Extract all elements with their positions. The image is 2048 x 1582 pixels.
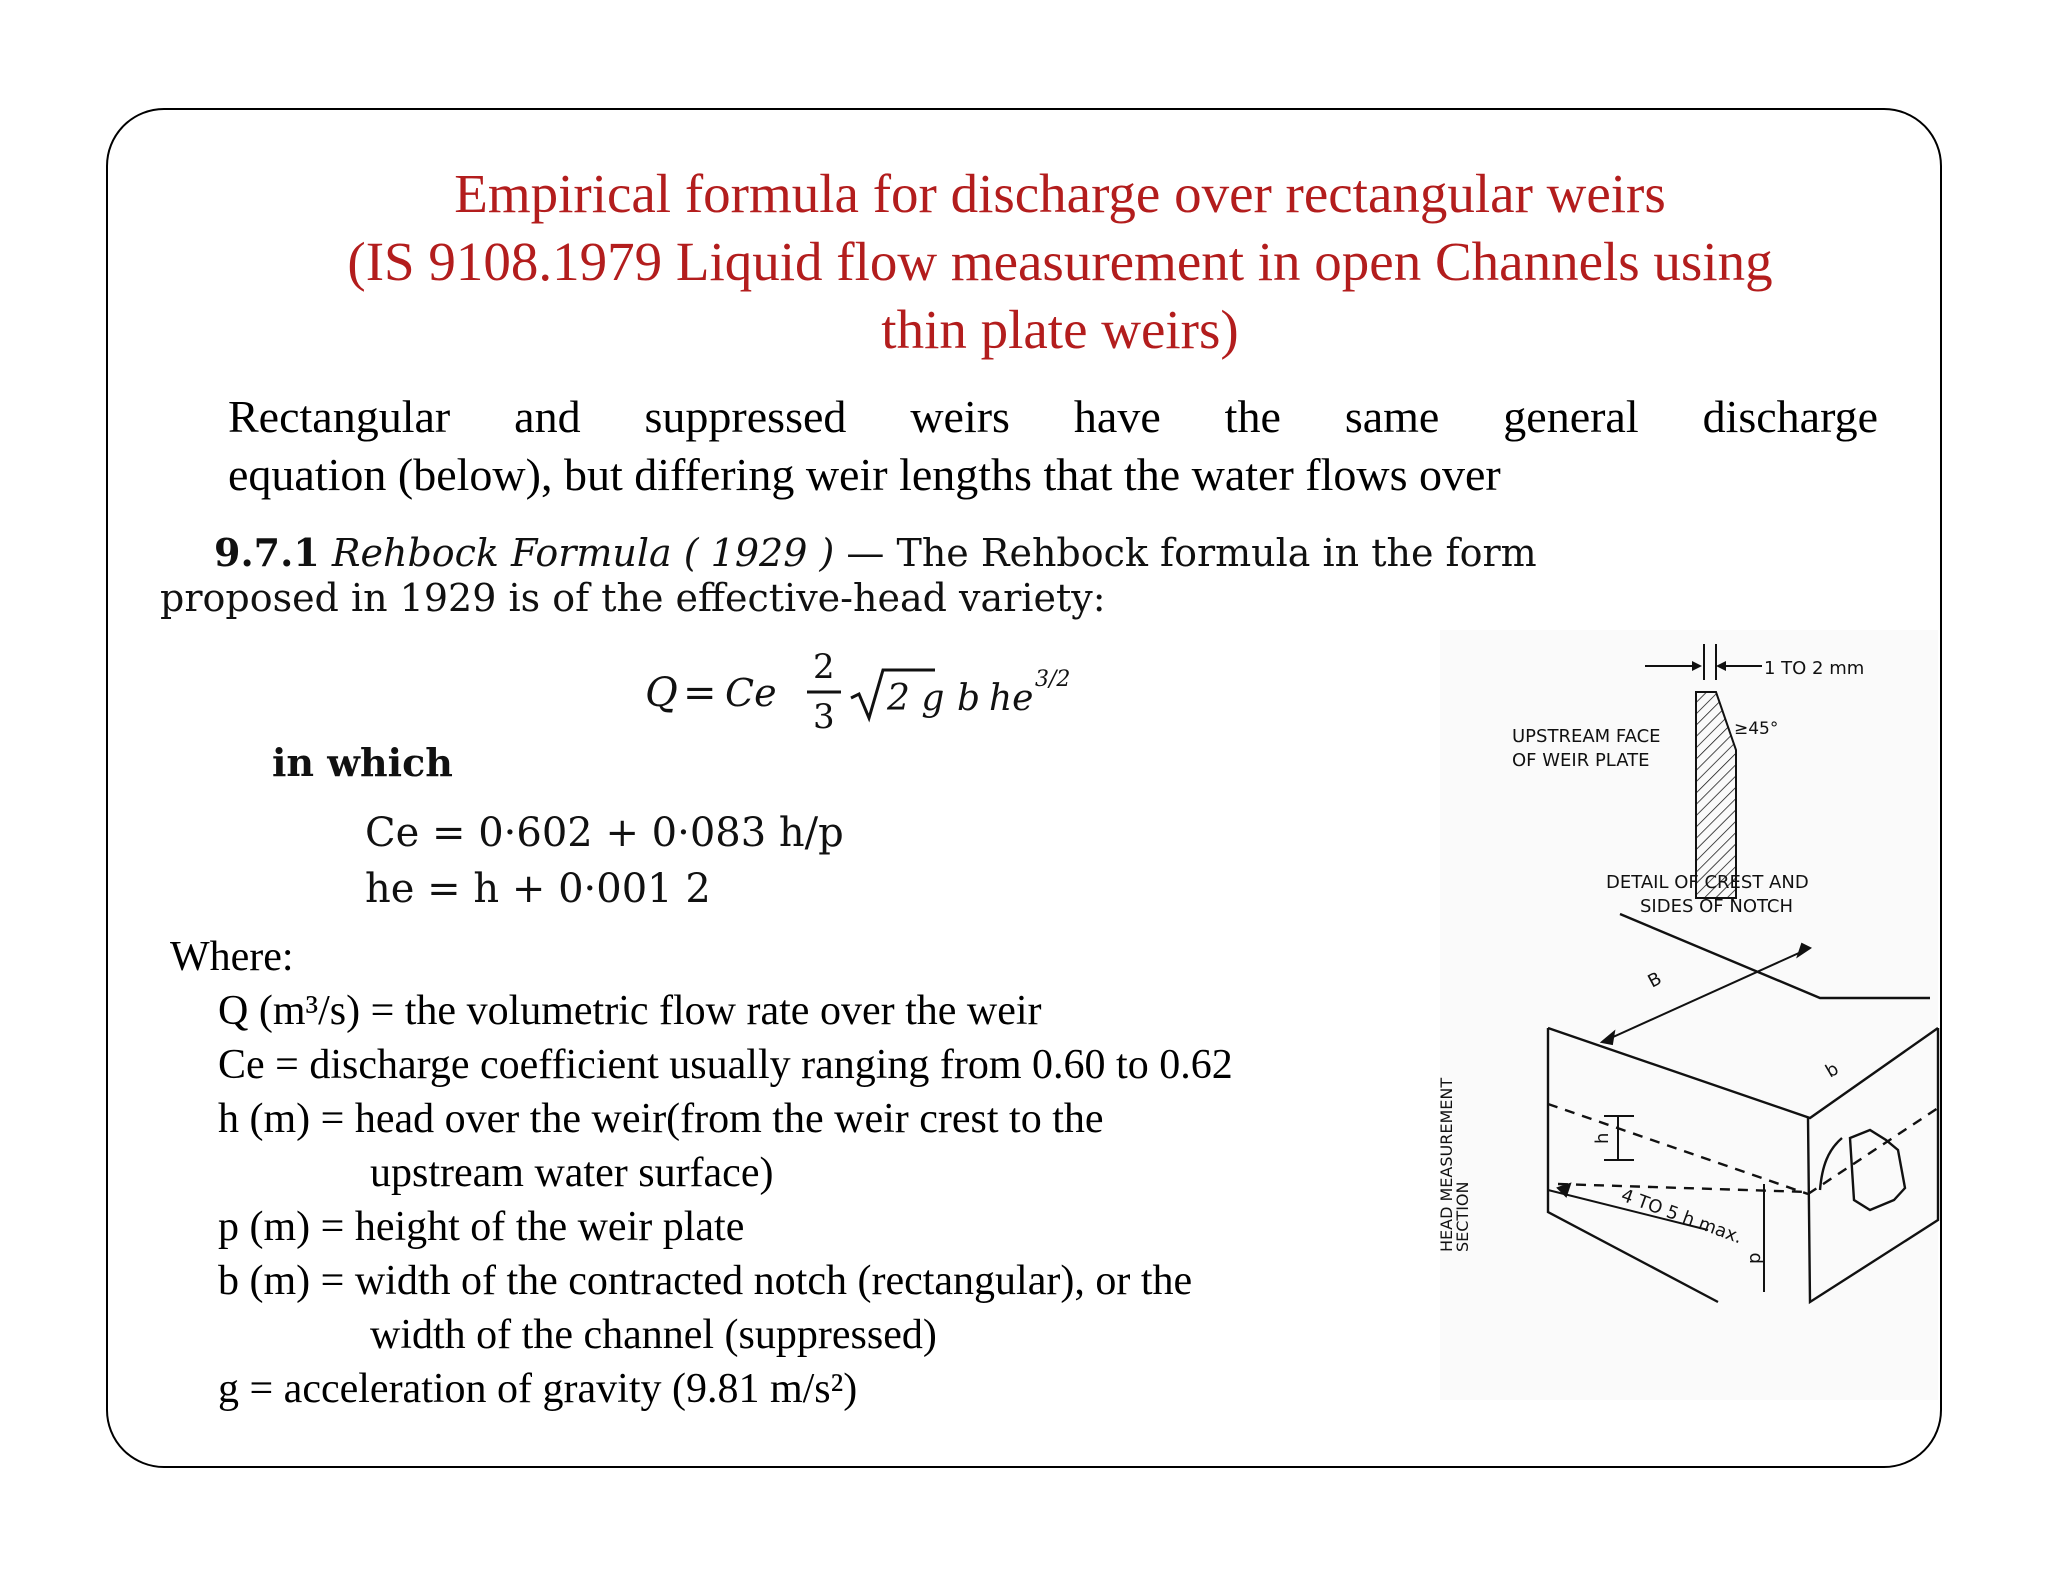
formula-he: he bbox=[989, 678, 1034, 719]
head-section-label-1: HEAD MEASUREMENT bbox=[1437, 1077, 1456, 1252]
upstream-label-1: UPSTREAM FACE bbox=[1512, 726, 1661, 747]
weir-plate-section bbox=[1696, 692, 1736, 898]
channel-perspective bbox=[1548, 914, 1938, 1302]
label-B: B bbox=[1644, 968, 1666, 993]
head-section-label-2: SECTION bbox=[1453, 1181, 1472, 1252]
formula-exponent: 3/2 bbox=[1035, 667, 1071, 692]
he-formula: he = h + 0·001 2 bbox=[365, 866, 711, 912]
standard-excerpt bbox=[160, 520, 1660, 940]
clause-heading bbox=[214, 530, 1537, 575]
distance-label: 4 TO 5 h max. bbox=[1618, 1184, 1746, 1249]
formula-lhs: Q bbox=[645, 670, 678, 716]
upstream-label-2: OF WEIR PLATE bbox=[1512, 750, 1650, 771]
crest-detail bbox=[1512, 644, 1864, 917]
formula-frac-den: 3 bbox=[813, 697, 835, 737]
ce-formula: Ce = 0·602 + 0·083 h/p bbox=[365, 810, 844, 856]
definition-b-continued: width of the channel (suppressed) bbox=[370, 1312, 937, 1358]
title-line-2: (IS 9108.1979 Liquid flow measurement in open Channels using bbox=[347, 231, 1773, 292]
formula-equals: = bbox=[683, 670, 717, 716]
intro-line-2: equation (below), but differing weir lengths that the water flows over bbox=[228, 449, 1501, 500]
angle-label: ≥45° bbox=[1734, 719, 1779, 739]
clause-text-b: proposed in 1929 is of the effective-head variety: bbox=[160, 576, 1106, 620]
intro-paragraph bbox=[228, 388, 1878, 504]
definition-ce: Ce = discharge coefficient usually ranging from 0.60 to 0.62 bbox=[218, 1042, 1233, 1088]
formula-sqrt-content: 2 g bbox=[887, 678, 945, 719]
definition-q: Q (m³/s) = the volumetric flow rate over the weir bbox=[218, 988, 1042, 1034]
rehbock-formula bbox=[645, 630, 1085, 740]
in-which-label: in which bbox=[272, 740, 453, 785]
definition-p: p (m) = height of the weir plate bbox=[218, 1204, 745, 1250]
clause-title: Rehbock Formula bbox=[331, 531, 672, 575]
title-line-1: Empirical formula for discharge over rectangular weirs bbox=[454, 163, 1666, 224]
definition-h: h (m) = head over the weir(from the weir crest to the bbox=[218, 1096, 1104, 1142]
where-title: Where: bbox=[170, 934, 294, 980]
intro-line-1: Rectangular and suppressed weirs have the same general discharge bbox=[228, 391, 1878, 442]
definition-h-continued: upstream water surface) bbox=[370, 1150, 774, 1196]
formula-coef: Ce bbox=[725, 671, 777, 715]
dim-label: 1 TO 2 mm bbox=[1764, 658, 1865, 679]
definition-g: g = acceleration of gravity (9.81 m/s²) bbox=[218, 1366, 858, 1412]
clause-year: ( 1929 ) bbox=[683, 531, 835, 575]
formula-frac-num: 2 bbox=[813, 647, 835, 687]
definition-b: b (m) = width of the contracted notch (rectangular), or the bbox=[218, 1258, 1193, 1304]
detail-label-1: DETAIL OF CREST AND bbox=[1606, 872, 1809, 893]
detail-label-2: SIDES OF NOTCH bbox=[1640, 896, 1794, 917]
label-b: b bbox=[1822, 1058, 1843, 1083]
where-definitions bbox=[170, 930, 1430, 1416]
formula-b: b bbox=[957, 678, 981, 719]
weir-diagram bbox=[1437, 630, 1938, 1400]
title-line-3: thin plate weirs) bbox=[881, 299, 1239, 360]
slide-title bbox=[180, 160, 1940, 364]
label-h: h bbox=[1592, 1132, 1613, 1144]
label-p: p bbox=[1744, 1252, 1765, 1264]
clause-number: 9.7.1 bbox=[214, 530, 320, 575]
clause-text-a: — The Rehbock formula in the form bbox=[846, 531, 1537, 575]
